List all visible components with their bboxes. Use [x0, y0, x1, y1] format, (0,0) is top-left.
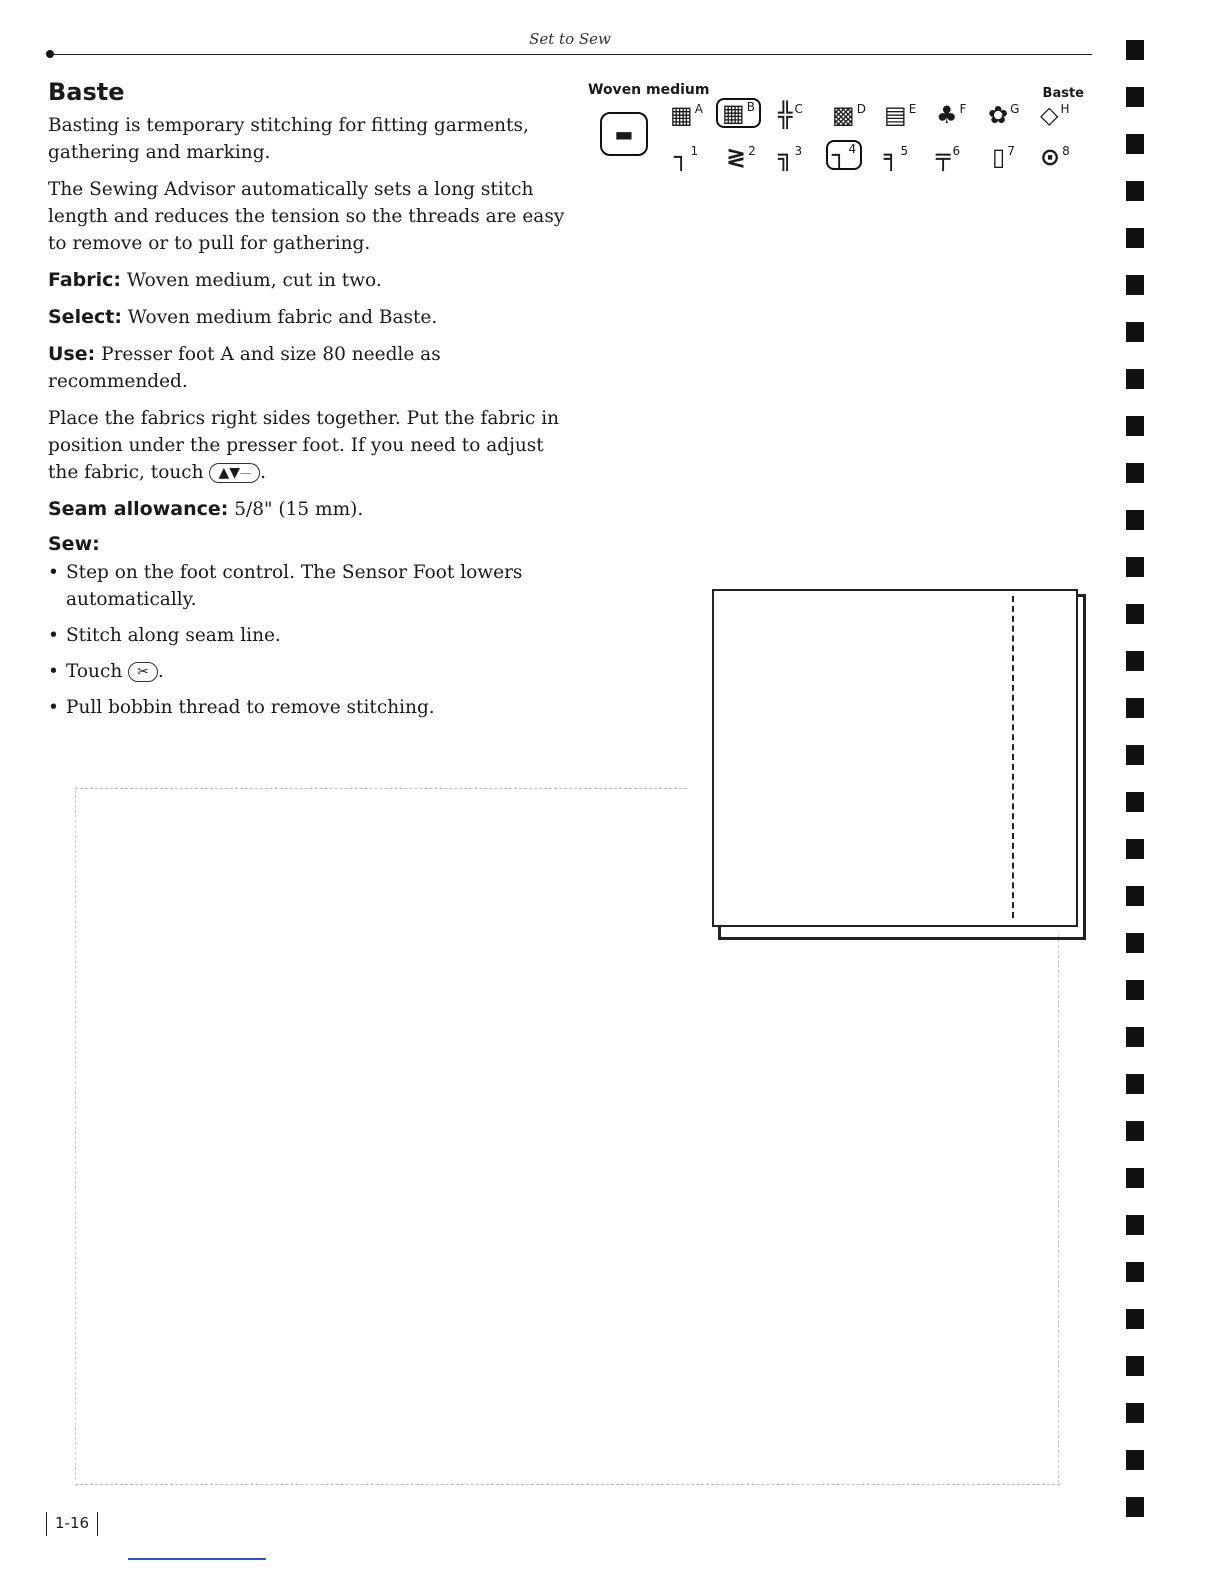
thumb-tab — [1126, 745, 1144, 765]
basting-seam-line — [1012, 596, 1014, 918]
thumb-tab — [1126, 1027, 1144, 1047]
main-text — [48, 78, 568, 730]
illustration-guide-right — [1058, 935, 1059, 1483]
stitch-3: ╗ 3 — [778, 143, 803, 171]
technique-a: ▦ A — [670, 101, 703, 129]
stitch-symbol-icon: ╕ — [884, 143, 899, 171]
stitch-5: ╕ 5 — [884, 143, 909, 171]
thumb-tab — [1126, 1403, 1144, 1423]
stitch-pattern-icon: ╬ — [778, 101, 793, 129]
thumb-tab — [1126, 1309, 1144, 1329]
baste-pattern-icon: ◇ — [1040, 101, 1059, 129]
technique-b: ▦ B — [716, 98, 761, 128]
illustration-guide-top — [75, 788, 687, 789]
stitch-symbol-icon: ▯ — [992, 143, 1006, 171]
thumb-tab — [1126, 181, 1144, 201]
thumb-tab — [1126, 557, 1144, 577]
use-label: Use: — [48, 343, 96, 365]
touch-text: Touch — [66, 661, 123, 682]
thumb-tab — [1126, 1356, 1144, 1376]
stitch-panel — [588, 82, 1088, 192]
stitch-pattern-icon: ▩ — [832, 101, 855, 129]
sew-heading: Sew: — [48, 533, 100, 555]
thumb-tab — [1126, 839, 1144, 859]
seam-line — [48, 496, 568, 523]
intro-paragraph: Basting is temporary stitching for fitting garments, gathering and marking. — [48, 115, 529, 163]
thumb-tab — [1126, 275, 1144, 295]
thumb-tab — [1126, 1121, 1144, 1141]
presser-foot-up-down-icon: ▲▼⏤ — [209, 463, 260, 483]
thumb-tab — [1126, 87, 1144, 107]
thumb-tab — [1126, 1450, 1144, 1470]
advisor-paragraph: The Sewing Advisor automatically sets a long stitch length and reduces the tension so the threads are easy to remove or to pull for gathering. — [48, 179, 565, 254]
fabric-line — [48, 267, 568, 294]
technique-c: ╬ C — [778, 101, 803, 129]
fabric-text: Woven medium, cut in two. — [121, 270, 382, 291]
thumb-tab — [1126, 651, 1144, 671]
thumb-tab — [1126, 510, 1144, 530]
select-text: Woven medium fabric and Baste. — [121, 307, 438, 328]
technique-f: ♣ F — [936, 101, 967, 129]
technique-e: ▤ E — [884, 101, 917, 129]
list-item: • Stitch along seam line. — [48, 622, 568, 649]
thumb-tab — [1126, 463, 1144, 483]
stitch-symbol-icon: ┐ — [674, 143, 689, 171]
stitch-symbol-icon: ┐ — [832, 141, 847, 169]
page-number: 1-16 — [46, 1512, 98, 1536]
use-text: Presser foot A and size 80 needle as recommended. — [48, 344, 441, 392]
place-text: Place the fabrics right sides together. Put the fabric in position under the presser foot. If you need to adjust the fabric, touch — [48, 408, 560, 483]
thumb-tab — [1126, 40, 1144, 60]
select-label: Select: — [48, 306, 122, 328]
header-rule — [50, 54, 1092, 55]
thumb-tab — [1126, 1168, 1144, 1188]
thumb-tab — [1126, 1215, 1144, 1235]
fabric-type-label: Woven medium — [588, 82, 710, 98]
stitch-8: ⊙ 8 — [1040, 143, 1070, 171]
thumb-tab — [1126, 933, 1144, 953]
illustration-guide-left — [75, 790, 76, 1480]
thumb-tab — [1126, 604, 1144, 624]
stitch-pattern-icon: ✿ — [988, 101, 1009, 129]
thumb-tab — [1126, 886, 1144, 906]
place-paragraph: Place the fabrics right sides together. Put the fabric in position under the presser foot. If you need to adjust the fabric, touch ▲▼⏤ . — [48, 408, 560, 483]
thumb-tab — [1126, 1074, 1144, 1094]
fabric-front-layer — [712, 589, 1078, 927]
stitch-symbol-icon: ≷ — [726, 143, 747, 171]
thumb-tab — [1126, 698, 1144, 718]
machine-icon: ▬ — [600, 112, 648, 156]
stitch-symbol-icon: ╗ — [778, 143, 793, 171]
section-title: Baste — [48, 78, 125, 106]
thumb-tab — [1126, 1262, 1144, 1282]
fabric-label: Fabric: — [48, 269, 122, 291]
thumb-tab — [1126, 369, 1144, 389]
thumb-tab — [1126, 228, 1144, 248]
list-item: • Touch ✂ . — [48, 658, 568, 685]
thumb-tabs — [1126, 40, 1148, 1544]
stitch-pattern-icon: ♣ — [936, 101, 958, 129]
thumb-tab — [1126, 792, 1144, 812]
technique-g: ✿ G — [988, 101, 1020, 129]
technique-label: Baste — [1042, 86, 1084, 101]
stitch-pattern-icon: ▤ — [884, 101, 907, 129]
buttonhole-icon: ⊙ — [1040, 143, 1061, 171]
stitch-pattern-icon: ▦ — [670, 101, 693, 129]
technique-h-baste: ◇ H — [1040, 101, 1070, 129]
list-item: • Step on the foot control. The Sensor Foot lowers automatically. — [48, 559, 568, 613]
thumb-tab — [1126, 1497, 1144, 1517]
seam-label: Seam allowance: — [48, 498, 229, 520]
stitch-1: ┐ 1 — [674, 143, 699, 171]
use-line — [48, 341, 568, 395]
scissors-icon: ✂ — [128, 662, 158, 682]
stitch-7: ▯ 7 — [992, 143, 1015, 171]
technique-d: ▩ D — [832, 101, 866, 129]
running-header: Set to Sew — [529, 30, 611, 48]
list-item: • Pull bobbin thread to remove stitching. — [48, 694, 568, 721]
seam-text: 5/8" (15 mm). — [228, 499, 364, 520]
stitch-pattern-icon: ▦ — [722, 99, 745, 127]
illustration-guide-bottom — [75, 1484, 1060, 1485]
sew-steps — [48, 559, 568, 721]
select-line — [48, 304, 568, 331]
blue-underline — [128, 1558, 266, 1560]
thumb-tab — [1126, 416, 1144, 436]
stitch-2: ≷ 2 — [726, 143, 756, 171]
stitch-symbol-icon: ╤ — [936, 143, 951, 171]
stitch-6: ╤ 6 — [936, 143, 961, 171]
thumb-tab — [1126, 322, 1144, 342]
stitch-4: ┐ 4 — [826, 140, 862, 170]
thumb-tab — [1126, 134, 1144, 154]
thumb-tab — [1126, 980, 1144, 1000]
